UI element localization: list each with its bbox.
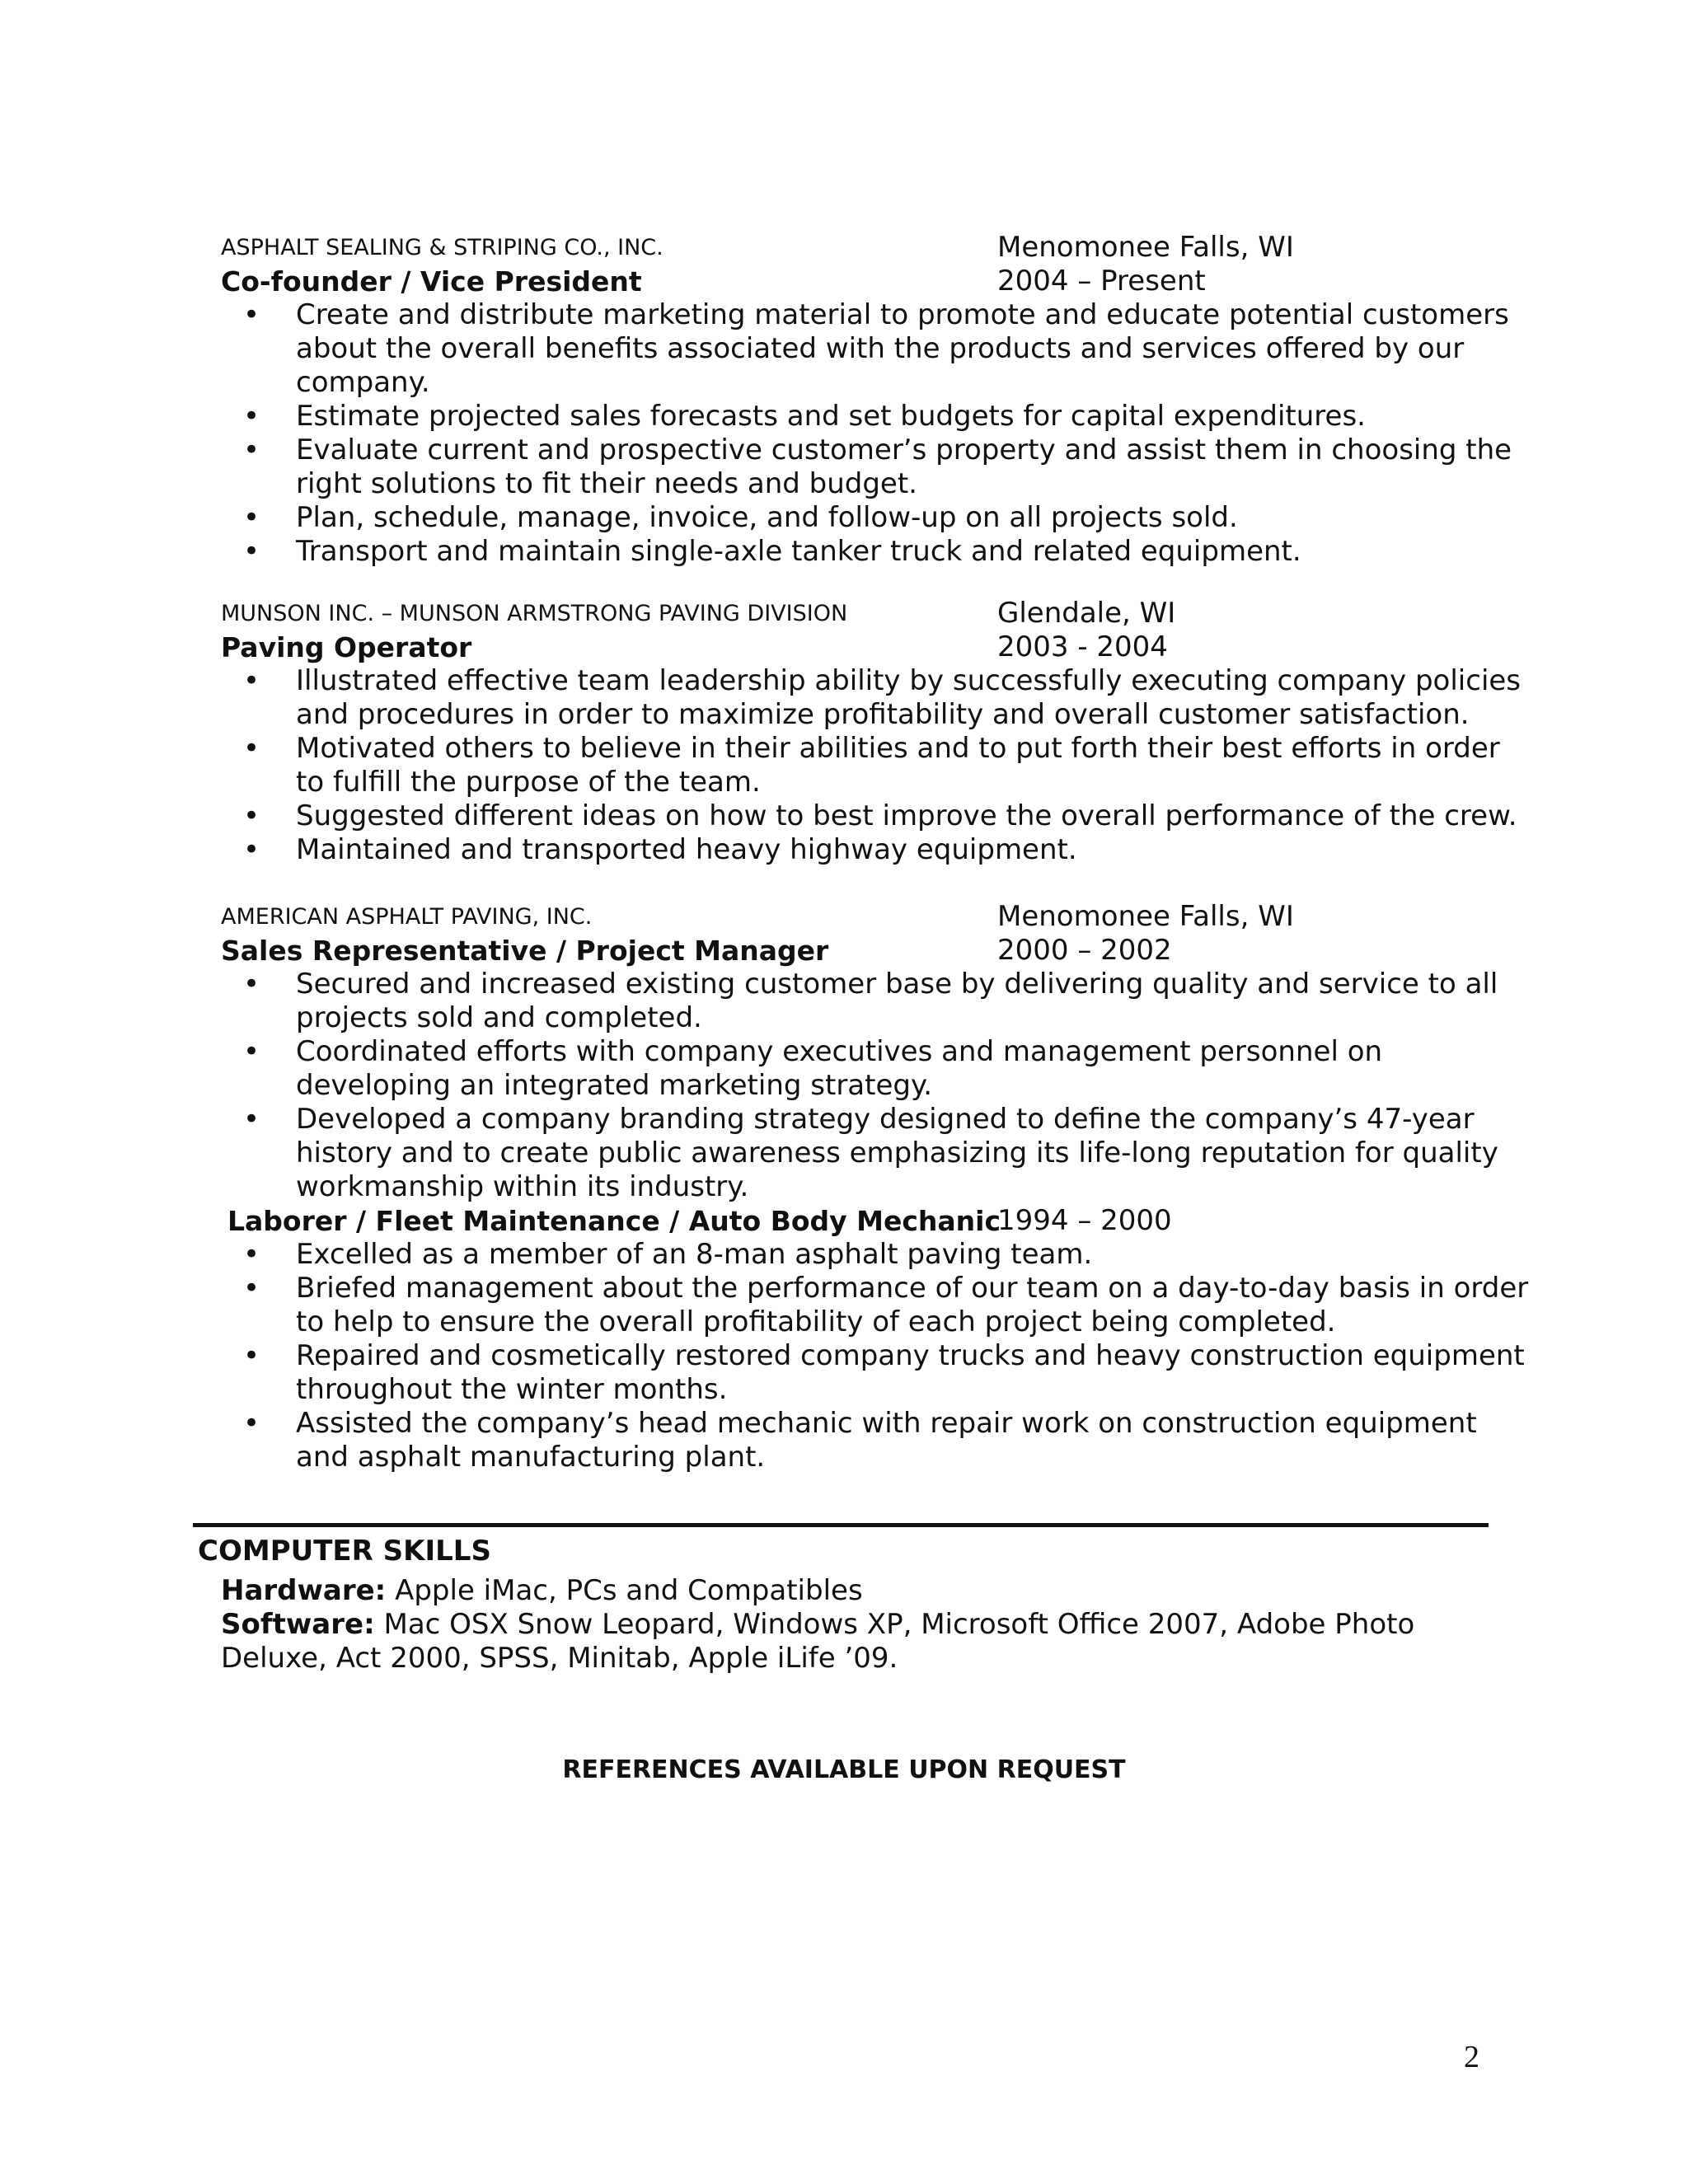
job-american-asphalt	[221, 900, 1529, 1474]
job-dates: 2003 - 2004	[997, 630, 1168, 663]
bullet-icon: •	[243, 732, 260, 765]
bullet-item: • Suggested different ideas on how to best improve the overall performance of the crew.	[243, 799, 1517, 832]
company-name: MUNSON INC. – MUNSON ARMSTRONG PAVING DIVISION	[221, 601, 848, 626]
company-name: ASPHALT SEALING & STRIPING CO., INC.	[221, 235, 663, 260]
bullet-item: • Transport and maintain single-axle tanker truck and related equipment.	[243, 535, 1301, 568]
bullet-icon: •	[243, 1035, 260, 1068]
page-number: 2	[1464, 2040, 1479, 2074]
bullet-item: • Maintained and transported heavy highway equipment.	[243, 833, 1077, 866]
hardware-line	[221, 1574, 1474, 1608]
job-location: Menomonee Falls, WI	[997, 900, 1294, 933]
bullet-icon: •	[243, 799, 260, 832]
bullet-icon: •	[243, 1339, 260, 1372]
job-bullet-list	[221, 968, 1498, 1204]
references-note: REFERENCES AVAILABLE UPON REQUEST	[562, 1755, 1126, 1784]
bullet-icon: •	[243, 833, 260, 866]
bullet-icon: •	[243, 1103, 260, 1136]
bullet-item: • Excelled as a member of an 8-man asphalt paving team.	[243, 1238, 1093, 1271]
bullet-item: • Evaluate current and prospective customer’s property and assist them in choosing the right solutions to fit their needs and budget.	[243, 434, 1512, 500]
bullet-icon: •	[243, 501, 260, 534]
job-dates: 1994 – 2000	[997, 1204, 1172, 1237]
hardware-label: Hardware:	[221, 1574, 387, 1607]
job-location: Glendale, WI	[997, 597, 1176, 630]
bullet-item: • Assisted the company’s head mechanic with repair work on construction equipment and asphalt manufacturing plant.	[243, 1407, 1477, 1474]
software-value: Mac OSX Snow Leopard, Windows XP, Microsoft Office 2007, Adobe Photo Deluxe, Act 2000, SPSS, Minitab, Apple iLife ’09.	[221, 1608, 1415, 1675]
hardware-value: Apple iMac, PCs and Compatibles	[386, 1574, 863, 1607]
bullet-icon: •	[243, 968, 260, 1001]
job-title: Paving Operator	[221, 631, 472, 663]
job-dates: 2000 – 2002	[997, 934, 1172, 967]
software-line	[221, 1608, 1474, 1675]
bullet-item: • Developed a company branding strategy designed to define the company’s 47-year history and to create public awareness emphasizing its life-long reputation for quality workmanship within its industry.	[243, 1103, 1498, 1203]
job-title: Laborer / Fleet Maintenance / Auto Body Mechanic	[227, 1205, 1001, 1237]
company-name: AMERICAN ASPHALT PAVING, INC.	[221, 904, 593, 930]
computer-skills-body	[221, 1574, 1474, 1675]
job-bullet-list	[221, 1238, 1529, 1474]
job-dates: 2004 – Present	[997, 265, 1206, 298]
bullet-item: • Illustrated effective team leadership ability by successfully executing company policies and procedures in order to maximize profitability and overall customer satisfaction.	[243, 664, 1522, 731]
bullet-item: • Repaired and cosmetically restored company trucks and heavy construction equipment throughout the winter months.	[243, 1339, 1525, 1406]
bullet-item: • Secured and increased existing customer base by delivering quality and service to all projects sold and completed.	[243, 968, 1498, 1034]
software-label: Software:	[221, 1608, 375, 1641]
job-asphalt-sealing	[221, 231, 1512, 569]
bullet-icon: •	[243, 434, 260, 466]
job-title: Co-founder / Vice President	[221, 265, 642, 298]
bullet-icon: •	[243, 664, 260, 697]
bullet-item: • Plan, schedule, manage, invoice, and follow-up on all projects sold.	[243, 501, 1238, 534]
bullet-icon: •	[243, 400, 260, 433]
job-title: Sales Representative / Project Manager	[221, 935, 829, 967]
bullet-item: • Motivated others to believe in their abilities and to put forth their best efforts in order to fulfill the purpose of the team.	[243, 732, 1500, 799]
job-munson	[221, 597, 1522, 867]
bullet-icon: •	[243, 1238, 260, 1271]
bullet-icon: •	[243, 1407, 260, 1440]
computer-skills-heading: COMPUTER SKILLS	[198, 1535, 491, 1568]
bullet-item: • Briefed management about the performance of our team on a day-to-day basis in order to help to ensure the overall profitability of each project being completed.	[243, 1272, 1529, 1338]
bullet-icon: •	[243, 298, 260, 331]
bullet-icon: •	[243, 1272, 260, 1305]
bullet-icon: •	[243, 535, 260, 568]
job-bullet-list	[221, 664, 1522, 867]
bullet-item: • Create and distribute marketing material to promote and educate potential customers about the overall benefits associated with the products and services offered by our company.	[243, 298, 1509, 399]
section-divider	[193, 1523, 1489, 1527]
job-bullet-list	[221, 298, 1512, 569]
bullet-item: • Coordinated efforts with company executives and management personnel on developing an integrated marketing strategy.	[243, 1035, 1383, 1102]
job-location: Menomonee Falls, WI	[997, 231, 1294, 264]
bullet-item: • Estimate projected sales forecasts and set budgets for capital expenditures.	[243, 400, 1366, 433]
